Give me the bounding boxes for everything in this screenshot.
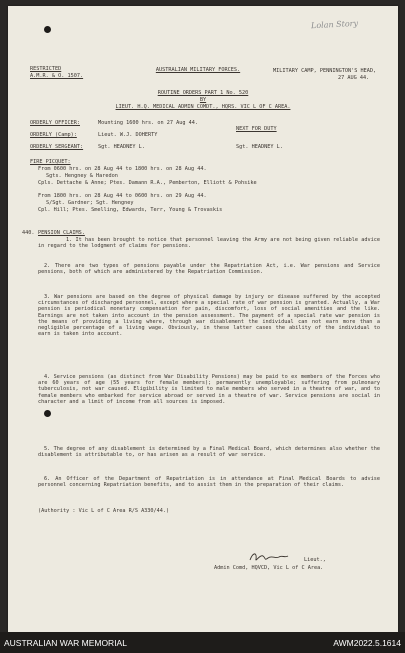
section-heading: PENSION CLAIMS. (38, 230, 85, 236)
paragraph-text: The degree of any disablement is determined by a Final Medical Board, which determines also whether the disablement is attributable to, or has arisen as a result of war service. (38, 446, 381, 459)
fire-picquet-line: From 1800 hrs. on 28 Aug 44 to 0600 hrs. on 29 Aug 44. (38, 193, 207, 199)
paragraph-3 (38, 294, 380, 337)
orderly-camp-label: ORDERLY (Camp): (30, 132, 77, 138)
orderly-officer-label: ORDERLY OFFICER: (30, 120, 80, 126)
fire-picquet-line: Cpl. Hill; Ptes. Smelling, Edwards, Terr, Young & Trovaskis (38, 207, 223, 213)
orderly-sergeant-value: Sgt. HEADNEY L. (98, 144, 145, 150)
paragraph-text: It has been brought to notice that personnel leaving the Army are not being given reliable advice in regard to the lodgment of claims for pensions. (38, 237, 381, 250)
orderly-camp-value: Lieut. W.J. DOHERTY (98, 132, 158, 138)
paragraph-text: Service pensions (as distinct from War Disability Pensions) may be paid to ex members of the Forces who are 60 years of age (55 years for female members); permanently unemployable; suffering from pulmonary tuberculosis, not war caused. Eligibility is limited to male members who served in a theatre of war, and to female members who embarked for service abroad or served in a theatre of war. Service pensions are social in character and a limit of income from all sources is imposed. (38, 374, 381, 405)
paragraph-number: 5. (44, 446, 51, 452)
archive-name: AUSTRALIAN WAR MEMORIAL (4, 638, 127, 648)
paragraph-1 (38, 237, 380, 249)
orders-title-by: BY (199, 97, 207, 103)
document-date: 27 AUG 44. (338, 75, 370, 81)
document-page (8, 6, 398, 632)
fire-picquet-heading: FIRE PICQUET: (30, 159, 71, 165)
fire-picquet-line: S/Sgt. Gardner; Sgt. Hengney (46, 200, 134, 206)
next-for-duty: NEXT FOR DUTY (236, 126, 277, 132)
orders-title: ROUTINE ORDERS PART 1 No. 520 (157, 90, 249, 96)
fire-picquet-line: Cpls. Dettache & Anne; Ptes. Damann R.A., Pemberton, Elliott & Pohsike (38, 180, 257, 186)
fire-picquet-line: From 0600 hrs. on 28 Aug 44 to 1800 hrs. on 28 Aug 44. (38, 166, 207, 172)
fire-picquet-line: Sgts. Hengney & Haredon (46, 173, 118, 179)
paragraph-6 (38, 476, 380, 488)
signature-scrawl (248, 550, 290, 564)
paragraph-text: There are two types of pensions payable under the Repatriation Act, i.e. War pensions and Service pensions, both of which are administered by the Repatriation Commission. (38, 263, 380, 276)
archive-footer (0, 632, 405, 653)
document-ref: A.M.R. & O. 1507. (30, 73, 84, 79)
authority-line: (Authority : Vic L of C Area R/S A330/44.) (38, 508, 170, 514)
paragraph-text: War pensions are based on the degree of physical damage by injury or disease suffered by the accepted circumstances of discharged personnel, except where a special rate of war pension is granted. Actually, a War pension is periodical monetary compensation for pain, discomfort, loss of social amenities and the like. Earnings are not taken into account in the pension assessment. The payment of a special rate war pension is the means of providing a living where, through war disablement the individual can not earn more than a negligible percentage of a living wage. Obviously, in these latter cases the ability of the individual to earn is taken into account. (38, 294, 381, 338)
punch-hole (44, 26, 51, 33)
paragraph-text: An Officer of the Department of Repatriation is in attendance at Final Medical Boards to advise personnel concerning Repatriation benefits, and to assist them in the preparation of their claims. (38, 476, 380, 489)
paragraph-2 (38, 263, 380, 275)
paragraph-number: 3. (44, 294, 51, 300)
next-sergeant-value: Sgt. HEADNEY L. (236, 144, 283, 150)
document-title: AUSTRALIAN MILITARY FORCES. (155, 67, 241, 73)
paragraph-number: 2. (44, 263, 51, 269)
paragraph-4 (38, 374, 380, 405)
handwritten-note: Lolan Story (310, 18, 359, 31)
orderly-officer-value: Mounting 1600 hrs. on 27 Aug 44. (98, 120, 198, 126)
camp-location: MILITARY CAMP, PENNINGTON'S HEAD, (273, 68, 377, 74)
paragraph-number: 1. (66, 237, 73, 243)
signature-rank: Lieut., (304, 557, 326, 563)
paragraph-number: 4. (44, 374, 51, 380)
paragraph-number: 6. (44, 476, 51, 482)
section-number: 440. (22, 230, 35, 236)
orders-title-officer: LIEUT. H.Q. MEDICAL ADMIN COMDT., HQRS. VIC L OF C AREA. (115, 104, 291, 110)
signature-line: Admin Comd, HQVCD, Vic L of C Area. (214, 565, 324, 571)
orderly-sergeant-label: ORDERLY SERGEANT: (30, 144, 84, 150)
archive-id: AWM2022.5.1614 (333, 638, 401, 648)
paragraph-5 (38, 446, 380, 458)
restricted-label: RESTRICTED (30, 66, 62, 72)
punch-hole (44, 410, 51, 417)
